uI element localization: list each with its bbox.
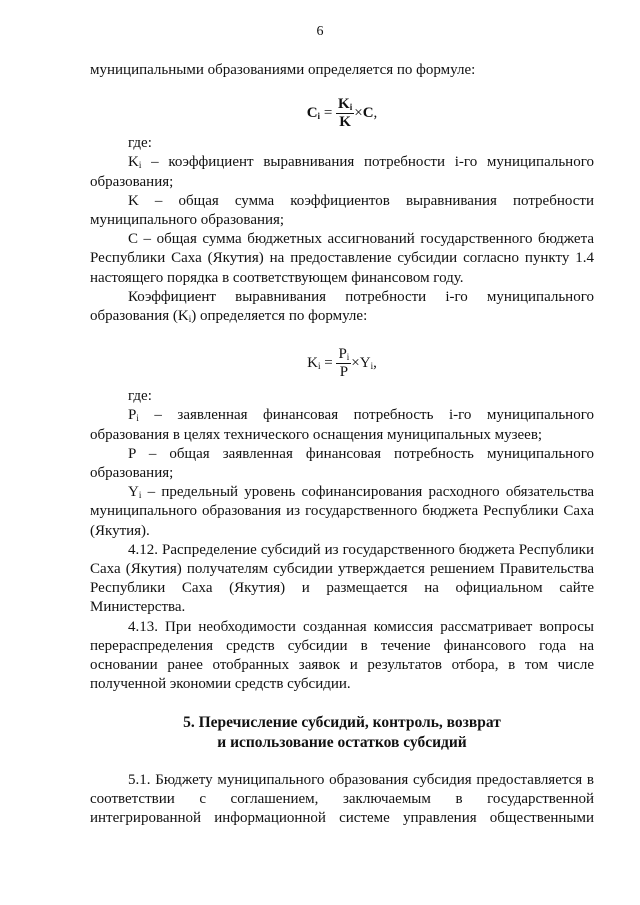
paragraph-4-12: 4.12. Распределение субсидий из государственного бюджета Республики Саха (Якутия) получателям субсидии утверждается решением Правительства Республики Саха (Якутия) и размещается на официальном сайте Министерства. [90, 541, 594, 616]
formula-ci: $C_i$ = $\frac{K_i}{K}$ ×C, [306, 96, 378, 131]
page-number: 6 [316, 24, 324, 39]
formula-ci-rhs: C [362, 105, 374, 122]
paragraph-5-1: 5.1. Бюджету муниципального образования субсидия предоставляется в соответствии с соглашением, заключаемым в государственной интегрированной информационной системе управления общественными [90, 771, 594, 827]
definition-yi: $Y_i$ – предельный уровень софинансирования расходного обязательства муниципального образования из государственного бюджета Республики Саха (Якутия). [90, 484, 594, 539]
formula-ki-lhs: $K_i$ [307, 355, 321, 372]
where-label-1: где: [128, 135, 152, 152]
formula-ci-lhs: $C_i$ [306, 105, 321, 122]
formula-ki-equals: = [324, 355, 333, 372]
formula-ki-times: × [351, 355, 360, 372]
paragraph-4-13: 4.13. При необходимости созданная комиссия рассматривает вопросы перераспределения средств субсидии в течение финансового года на основании ранее отобранных заявок и результатов отбора, в том числе полученной экономии средств субсидии. [90, 618, 594, 693]
definition-pi: $P_i$ – заявленная финансовая потребность i-го муниципального образования в целях технического оснащения муниципальных музеев; [90, 407, 594, 443]
where-label-2: где: [128, 388, 152, 405]
formula-ci-equals: = [323, 105, 333, 122]
formula-ci-times: × [354, 105, 363, 122]
formula-ki-rhs: $Y_i$ [359, 355, 374, 372]
page-body [90, 61, 594, 829]
formula-ki-numerator: $P_i$ [338, 346, 350, 363]
section-5-title: 5. Перечисление субсидий, контроль, возврат и использование остатков субсидий [183, 714, 501, 751]
formula-ci-fraction [336, 96, 354, 131]
formula-ci-denominator: K [339, 114, 351, 131]
formula-ki: $K_i$ = $\frac{P_i}{P}$ $\times Y_i$, [307, 346, 377, 381]
definition-k: K – общая сумма коэффициентов выравнивания потребности муниципального образования; [90, 192, 594, 229]
formula-ki-fraction [336, 346, 351, 381]
definition-c: C – общая сумма бюджетных ассигнований государственного бюджета Республики Саха (Якутия) на предоставление субсидии согласно пункту 1.4 настоящего порядка в соответствующем финансовом году. [90, 231, 594, 286]
definition-ki: $K_i$ – коэффициент выравнивания потребности i-го муниципального образования; [90, 154, 594, 190]
definition-p: P – общая заявленная финансовая потребность муниципального образования; [90, 445, 594, 482]
coefficient-paragraph: Коэффициент выравнивания потребности i-го муниципального образования $(K_i)$ определяется по формуле: [90, 288, 594, 325]
formula-ki-denominator: P [339, 364, 349, 381]
para-intro: муниципальными образованиями определяется по формуле: [90, 62, 476, 78]
formula-ci-numerator: $K_i$ [338, 96, 353, 113]
